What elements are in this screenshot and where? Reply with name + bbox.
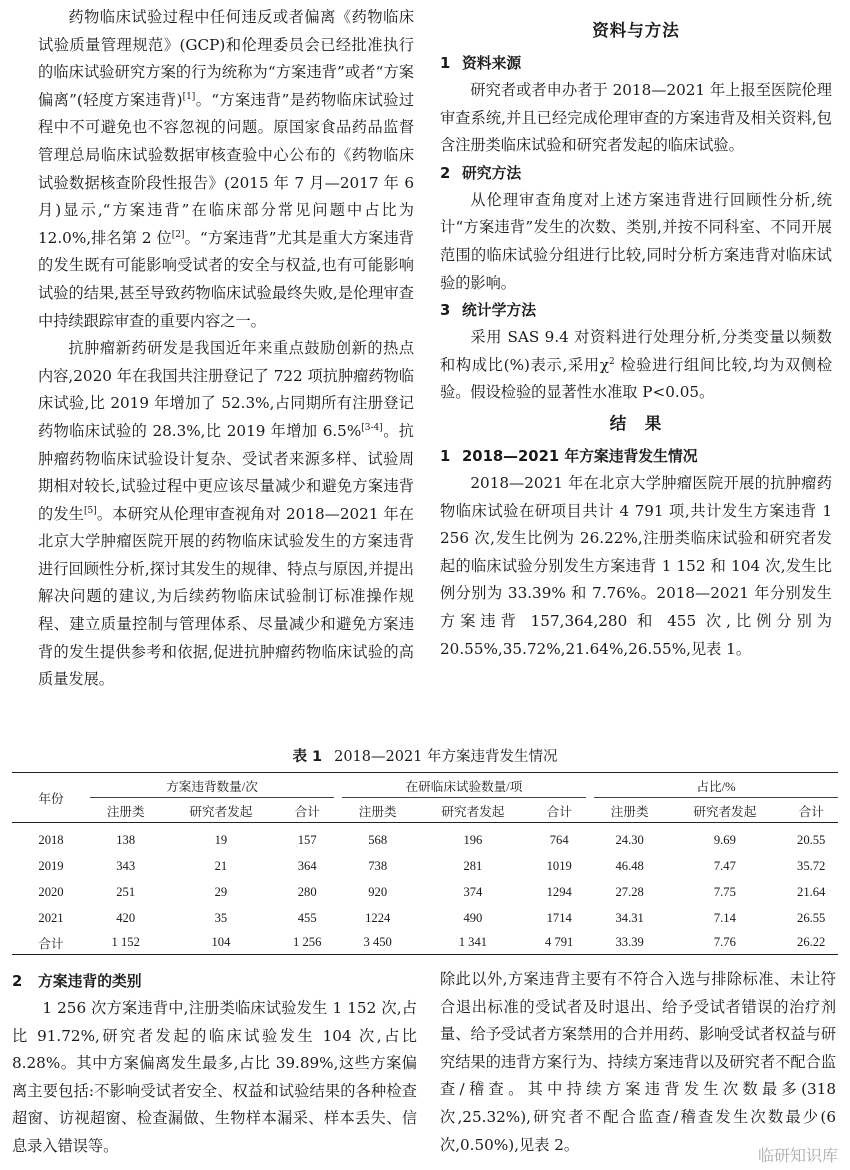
table-year-cell: 2019 <box>38 858 64 873</box>
table-cell: 7.47 <box>713 858 736 873</box>
table-subheader: 研究者发起 <box>665 798 784 823</box>
subheading-data-source: 1 资料来源 <box>440 55 522 72</box>
table-cell: 1714 <box>546 910 572 925</box>
table-subheader: 研究者发起 <box>161 798 280 823</box>
violation-types-text: 1 256 次方案违背中,注册类临床试验发生 1 152 次,占比 91.72%,研究者发起的临床试验发生 104 次,占比 8.28%。其中方案偏离发生最多,占比 39.89%,这些方案偏离主要包括:不影响受试者安全、权益和试验结果的各种检查超窗、访视超窗、检查漏做、生物样本漏采、样本丢失、信息录入错误等。 <box>12 999 417 1155</box>
table-cell: 364 <box>297 858 317 873</box>
table-subheader: 注册类 <box>594 798 665 823</box>
table-cell: 7.75 <box>713 884 736 899</box>
table-header-year: 年份 <box>12 773 90 823</box>
table-cell: 3 450 <box>342 931 413 955</box>
table-cell: 35.72 <box>797 858 826 873</box>
table-cell: 27.28 <box>615 884 644 899</box>
table-cell: 34.31 <box>615 910 644 925</box>
table-cell: 19 <box>214 832 228 847</box>
table-year-cell: 合计 <box>12 931 90 955</box>
table-cell: 26.22 <box>784 931 838 955</box>
table-cell: 568 <box>368 832 388 847</box>
table-subheader: 注册类 <box>342 798 413 823</box>
table-cell: 21.64 <box>797 884 826 899</box>
table-cell: 1 341 <box>413 931 532 955</box>
subheading-research-method: 2 研究方法 <box>440 164 522 182</box>
section-heading-results: 结 果 <box>609 413 663 433</box>
table-cell: 26.55 <box>797 910 826 925</box>
table-subheader: 合计 <box>532 798 586 823</box>
statistics-text: 采用 SAS 9.4 对资料进行处理分析,分类变量以频数和构成比(%)表示,采用$\chi^2$ 检验进行组间比较,均为双侧检验。假设检验的显著性水准取 P<0.05。 <box>440 328 833 402</box>
table-cell: 251 <box>116 884 136 899</box>
results-1-text: 2018—2021 年在北京大学肿瘤医院开展的抗肿瘤药物临床试验在研项目共计 4 791 项,共计发生方案违背 1 256 次,发生比例为 26.22%,注册类临床试验和研究者发起的临床试验分别发生方案违背 1 152 和 104 次,发生比例分别为 33.39% 和 7.76%。2018—2021 年分别发生方案违背 157,364,280 和 455 次,比例分别为 20.55%,35.72%,21.64%,26.55%,见表 1。 <box>440 473 832 658</box>
table-header-group: 占比/% <box>594 773 838 798</box>
table-subheader: 合计 <box>280 798 334 823</box>
table-cell: 138 <box>116 832 136 847</box>
intro-paragraph-1: 药物临床试验过程中任何违反或者偏离《药物临床试验质量管理规范》(GCP)和伦理委员会已经批准执行的临床试验研究方案的行为统称为“方案违背”或者“方案偏离”(轻度方案违背)[1]。“方案违背”是药物临床试验过程中不可避免也不容忽视的问题。原国家食品药品监督管理总局临床试验数据审核查验中心公布的《药物临床试验数据核查阶段性报告》(2015 年 7 月—2017 年 6 月)显示,“方案违背”在临床部分常见问题中占比为 12.0%,排名第 2 位[2]。“方案违背”尤其是重大方案违背的发生既有可能影响受试者的安全与权益,也有可能影响试验的结果,甚至导致药物临床试验最终失败,是伦理审查中持续跟踪审查的重要内容之一。 <box>38 8 415 330</box>
table-year-cell: 2018 <box>38 832 64 847</box>
citation-ref[interactable]: [3-4] <box>361 422 383 433</box>
table-cell: 29 <box>214 884 228 899</box>
table-cell: 1 152 <box>90 931 161 955</box>
table-year-cell: 2020 <box>38 884 64 899</box>
table-cell: 9.69 <box>713 832 736 847</box>
table-header-group: 在研临床试验数量/项 <box>342 773 586 798</box>
table-year-cell: 2021 <box>38 910 64 925</box>
table-cell: 738 <box>368 858 388 873</box>
section-heading-methods: 资料与方法 <box>592 21 680 40</box>
table-cell: 21 <box>214 858 228 873</box>
bottom-right-column <box>440 966 836 1159</box>
data-source-text: 研究者或者申办者于 2018—2021 年上报至医院伦理审查系统,并且已经完成伦理审查的方案违背及相关资料,包含注册类临床试验和研究者发起的临床试验。 <box>440 81 832 155</box>
table-body <box>12 823 838 955</box>
table-cell: 281 <box>463 858 483 873</box>
subheading-results-1: 1 2018—2021 年方案违背发生情况 <box>440 447 698 465</box>
table-cell: 343 <box>116 858 136 873</box>
table-row <box>12 905 838 931</box>
table-row <box>12 853 838 879</box>
table-header-group: 方案违背数量/次 <box>90 773 334 798</box>
table-cell: 7.14 <box>713 910 736 925</box>
table-cell: 374 <box>463 884 483 899</box>
table-row <box>12 879 838 905</box>
table-row <box>12 931 838 955</box>
table-cell: 920 <box>368 884 388 899</box>
watermark: 临研知识库 <box>757 1146 838 1165</box>
protocol-violation-table <box>12 772 838 955</box>
table-cell: 24.30 <box>615 832 644 847</box>
table-cell: 46.48 <box>615 858 644 873</box>
table-cell: 33.39 <box>594 931 665 955</box>
table-subheader: 注册类 <box>90 798 161 823</box>
table-cell: 1224 <box>365 910 391 925</box>
research-method-text: 从伦理审查角度对上述方案违背进行回顾性分析,统计“方案违背”发生的次数、类别,并按不同科室、不同开展范围的临床试验分组进行比较,同时分析方案违背对临床试验的影响。 <box>440 190 832 292</box>
violation-types-continued-text: 除此以外,方案违背主要有不符合入选与排除标准、未让符合退出标准的受试者及时退出、给予受试者错误的治疗剂量、给予受试者方案禁用的合并用药、影响受试者权益与研究结果的违背方案行为、持续方案违背以及研究者不配合监查/稽查。其中持续方案违背发生次数最多(318 次,25.32%),研究者不配合监查/稽查发生次数最少(6 次,0.50%),见表 2。 <box>440 970 836 1154</box>
table-cell: 35 <box>214 910 228 925</box>
left-column <box>38 4 414 694</box>
subheading-statistics: 3 统计学方法 <box>440 302 536 320</box>
table-1 <box>12 742 838 955</box>
table-cell: 490 <box>463 910 483 925</box>
right-column <box>440 14 832 663</box>
subheading-violation-types: 2 方案违背的类别 <box>12 973 142 990</box>
table-cell: 196 <box>463 832 483 847</box>
table-cell: 1019 <box>546 858 572 873</box>
table-cell: 1294 <box>546 884 572 899</box>
table-cell: 157 <box>297 832 317 847</box>
bottom-left-column <box>12 968 417 1161</box>
table-cell: 280 <box>297 884 317 899</box>
table-cell: 104 <box>161 931 280 955</box>
table-cell: 7.76 <box>665 931 784 955</box>
citation-ref[interactable]: [1] <box>182 91 196 102</box>
table-cell: 4 791 <box>532 931 586 955</box>
table-subheader: 合计 <box>784 798 838 823</box>
table-cell: 764 <box>549 832 569 847</box>
table-cell: 1 256 <box>280 931 334 955</box>
table-cell: 455 <box>297 910 317 925</box>
table-subheader: 研究者发起 <box>413 798 532 823</box>
intro-paragraph-2: 抗肿瘤新药研发是我国近年来重点鼓励创新的热点内容,2020 年在我国共注册登记了 722 项抗肿瘤药物临床试验,比 2019 年增加了 52.3%,占同期所有注册登记药物临床试验的 28.3%,比 2019 年增加 6.5%[3-4]。抗肿瘤药物临床试验设计复杂、受试者来源多样、试验周期相对较长,试验过程中更应该尽量减少和避免方案违背的发生[5]。本研究从伦理审查视角对 2018—2021 年在北京大学肿瘤医院开展的药物临床试验发生的方案违背进行回顾性分析,探讨其发生的规律、特点与原因,并提出解决问题的建议,为后续药物临床试验制订标准操作规程、建立质量控制与管理体系、尽量减少和避免方案违背的发生提供参考和依据,促进抗肿瘤药物临床试验的高质量发展。 <box>38 339 414 689</box>
table-cell: 420 <box>116 910 136 925</box>
table-title: 表 1 2018—2021 年方案违背发生情况 <box>292 749 558 765</box>
table-row <box>12 823 838 854</box>
citation-ref[interactable]: [2] <box>171 229 185 240</box>
table-cell: 20.55 <box>797 832 826 847</box>
citation-ref[interactable]: [5] <box>84 505 97 516</box>
